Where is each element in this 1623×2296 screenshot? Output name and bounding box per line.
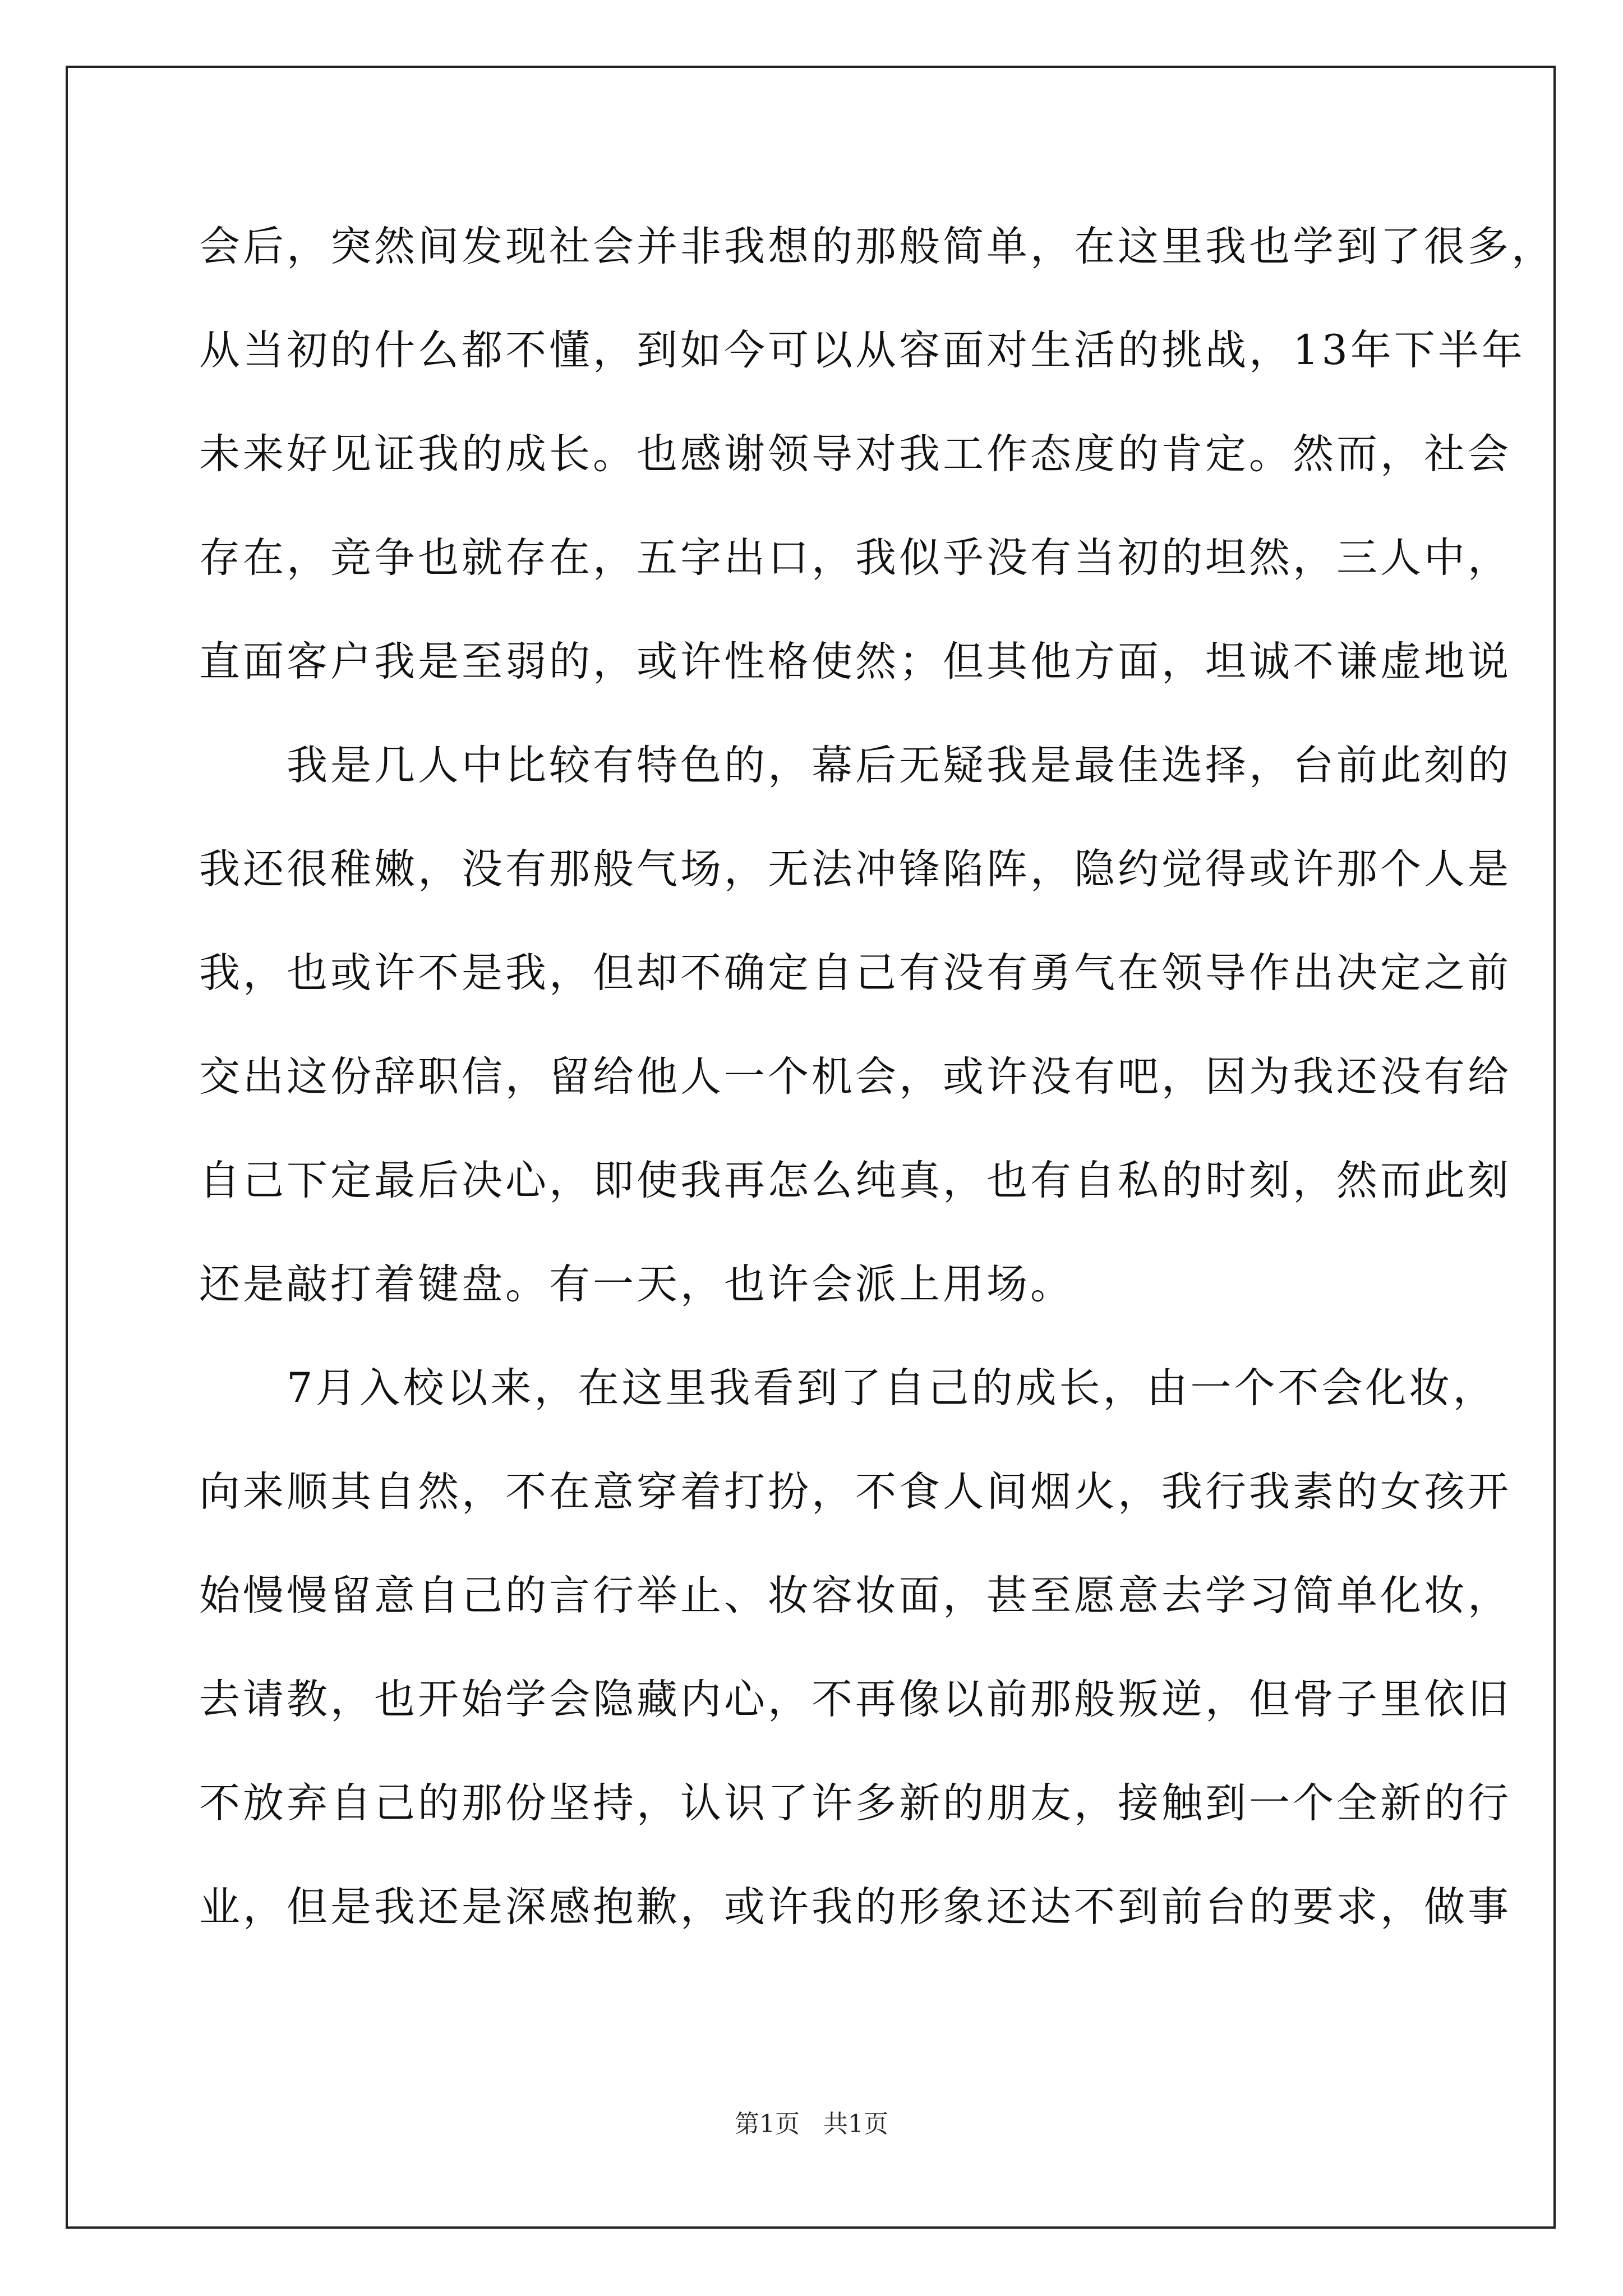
text-line: 我还很稚嫩，没有那般气场，无法冲锋陷阵，隐约觉得或许那个人是 [199,845,1511,893]
text-line: 直面客户我是至弱的，或许性格使然；但其他方面，坦诚不谦虚地说 [199,638,1511,685]
text-line: 不放弃自己的那份坚持，认识了许多新的朋友，接触到一个全新的行 [199,1779,1511,1827]
text-line: 会后，突然间发现社会并非我想的那般简单，在这里我也学到了很多， [199,223,1555,270]
text-line: 业，但是我还是深感抱歉，或许我的形象还达不到前台的要求，做事 [199,1883,1511,1931]
page-number: 第1页 [735,2110,800,2138]
text-line: 交出这份辞职信，留给他人一个机会，或许没有吧，因为我还没有给 [199,1053,1511,1101]
text-line: 去请教，也开始学会隐藏内心，不再像以前那般叛逆，但骨子里依旧 [199,1676,1511,1723]
text-line: 始慢慢留意自己的言行举止、妆容妆面，甚至愿意去学习简单化妆， [199,1572,1511,1619]
text-line: 我是几人中比较有特色的，幕后无疑我是最佳选择，台前此刻的 [199,742,1511,789]
text-line: 7月入校以来，在这里我看到了自己的成长，由一个不会化妆， [199,1364,1497,1412]
text-line: 我，也或许不是我，但却不确定自己有没有勇气在领导作出决定之前 [199,949,1511,997]
page-footer [0,2104,1623,2139]
text-line: 向来顺其自然，不在意穿着打扮，不食人间烟火，我行我素的女孩开 [199,1468,1511,1516]
page-total: 共1页 [823,2110,888,2138]
text-line: 存在，竞争也就存在，五字出口，我似乎没有当初的坦然，三人中， [199,534,1511,582]
text-line: 自己下定最后决心，即使我再怎么纯真，也有自私的时刻，然而此刻 [199,1157,1511,1204]
text-line: 未来好见证我的成长。也感谢领导对我工作态度的肯定。然而，社会 [199,430,1511,478]
text-line: 从当初的什么都不懂，到如今可以从容面对生活的挑战，13年下半年 [199,326,1525,374]
text-line: 还是敲打着键盘。有一天，也许会派上用场。 [199,1260,1074,1308]
